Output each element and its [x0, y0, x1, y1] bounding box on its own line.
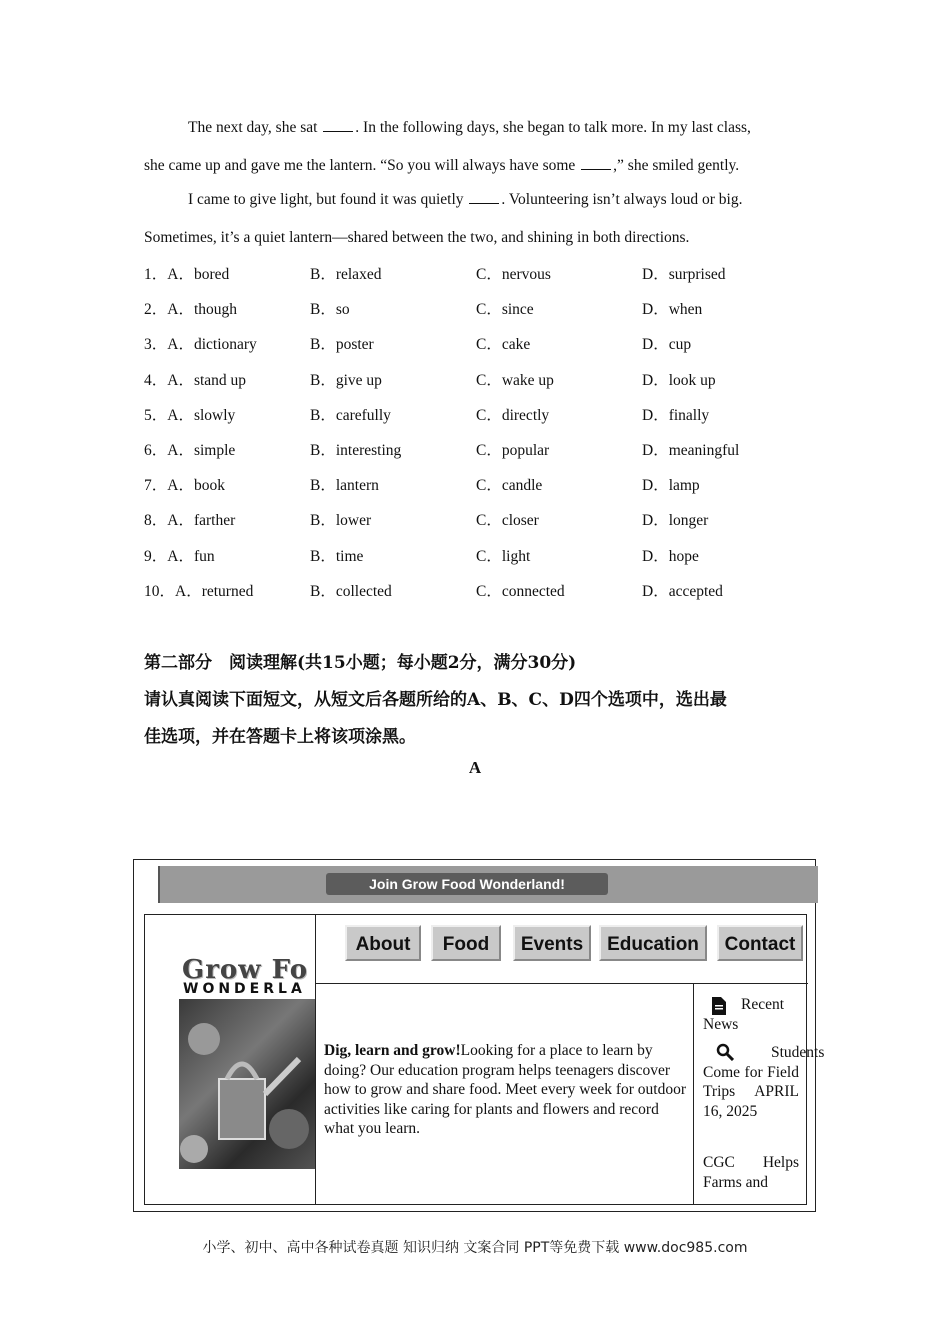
- question-number: 5．A．: [144, 406, 194, 424]
- page-footer: 小学、初中、高中各种试卷真题 知识归纳 文案合同 PPT等免费下载 www.doc985.com: [202, 1240, 748, 1256]
- option-c: C．candle: [476, 477, 543, 495]
- option-d: D．meaningful: [642, 442, 740, 459]
- website-banner: [158, 866, 818, 903]
- option-d: D．look up: [642, 371, 716, 389]
- option-b: B．interesting: [310, 442, 402, 459]
- answer-blank: [581, 157, 611, 170]
- logo-column: [145, 915, 316, 1204]
- option-a-text: fun: [193, 547, 215, 565]
- option-a-text: returned: [201, 582, 254, 600]
- option-a: [144, 438, 235, 460]
- join-button[interactable]: Join Grow Food Wonderland!: [326, 873, 608, 895]
- passage-label: A: [468, 758, 482, 777]
- option-a: [144, 368, 246, 390]
- option-a-text: book: [193, 477, 225, 495]
- option-c: C．light: [476, 547, 531, 565]
- option-a-text: bored: [193, 266, 230, 283]
- site-logo[interactable]: Grow Fo: [182, 955, 309, 985]
- section-heading: 第二部分 阅读理解(共15小题；每小题2分，满分30分): [144, 653, 577, 673]
- question-row: [144, 262, 804, 284]
- option-c: C．nervous: [476, 266, 551, 283]
- section-instruction-line-1: 请认真阅读下面短文，从短文后各题所给的A、B、C、D四个选项中，选出最: [144, 690, 727, 710]
- option-a-text: farther: [193, 512, 236, 530]
- passage-line-2: she came up and gave me the lantern. “So you will always have some ,” she smiled gently.: [144, 157, 740, 174]
- program-description: Dig, learn and grow!Looking for a place to learn by doing? Our education program helps teenagers discover how to grow and share food. Meet every week for outdoor activities like caring for plants and flowers and record what you learn.: [324, 1042, 686, 1137]
- option-b: B．poster: [310, 336, 374, 354]
- question-row: [144, 544, 804, 566]
- option-a-text: dictionary: [193, 336, 257, 354]
- option-b: B．give up: [310, 371, 382, 389]
- option-c: C．popular: [476, 442, 550, 459]
- watering-can-image: [179, 999, 316, 1169]
- passage-line-3: I came to give light, but found it was quietly . Volunteering isn’t always loud or big.: [188, 191, 743, 208]
- question-row: [144, 368, 804, 390]
- option-c: C．cake: [476, 336, 531, 354]
- question-row: [144, 438, 804, 460]
- question-number: 2．A．: [144, 301, 194, 319]
- news-item-cgc-farms[interactable]: CGC Helps Farms and: [703, 1154, 799, 1191]
- garden-photo: [179, 999, 316, 1169]
- question-row: [144, 473, 804, 495]
- option-d: D．surprised: [642, 266, 726, 283]
- option-d: D．when: [642, 301, 703, 319]
- question-row: [144, 508, 804, 530]
- option-b: B．lower: [310, 512, 372, 530]
- option-b: B．lantern: [310, 477, 379, 495]
- option-c: C．closer: [476, 512, 539, 530]
- option-a: [144, 262, 229, 284]
- option-b: B．so: [310, 301, 350, 319]
- nav-food[interactable]: Food: [431, 925, 501, 961]
- option-b: B．carefully: [310, 406, 391, 424]
- option-a: [144, 297, 237, 319]
- option-d: D．accepted: [642, 582, 723, 600]
- nav-about[interactable]: About: [345, 925, 421, 961]
- site-logo-subtitle: WONDERLA: [183, 981, 306, 997]
- option-a: [144, 403, 235, 425]
- passage-line-1: The next day, she sat . In the following days, she began to talk more. In my last class,: [188, 119, 751, 136]
- website-screenshot-figure: [133, 859, 825, 1212]
- website-body: [144, 914, 825, 1205]
- option-c: C．connected: [476, 582, 565, 600]
- question-number: 3．A．: [144, 336, 194, 354]
- question-number: 4．A．: [144, 371, 194, 389]
- question-row: [144, 579, 804, 601]
- answer-blank: [469, 191, 499, 204]
- option-a: [144, 508, 235, 530]
- option-a-text: stand up: [193, 371, 247, 389]
- option-d: D．lamp: [642, 477, 700, 495]
- question-number: 10．A．: [144, 582, 202, 600]
- option-a-text: slowly: [193, 406, 236, 424]
- question-number: 7．A．: [144, 477, 194, 495]
- news-item-field-trips[interactable]: Students Come for Field Trips APRIL 16, 2025: [703, 1044, 825, 1120]
- recent-news-heading: Recent News: [703, 996, 785, 1033]
- question-row: [144, 332, 804, 354]
- site-navigation: [315, 915, 808, 984]
- option-a: [144, 332, 257, 354]
- option-a: [144, 544, 215, 566]
- option-a-text: simple: [193, 442, 236, 459]
- question-number: 9．A．: [144, 547, 194, 565]
- question-number: 8．A．: [144, 512, 194, 530]
- question-row: [144, 297, 804, 319]
- option-c: C．wake up: [476, 371, 554, 389]
- option-d: D．hope: [642, 547, 699, 565]
- nav-events[interactable]: Events: [513, 925, 591, 961]
- news-sidebar: [693, 983, 825, 1204]
- option-b: B．relaxed: [310, 266, 382, 283]
- option-c: C．since: [476, 301, 534, 319]
- option-d: D．finally: [642, 406, 710, 424]
- option-b: B．collected: [310, 582, 392, 600]
- question-number: 1．A．: [144, 266, 194, 283]
- passage-line-4: Sometimes, it’s a quiet lantern—shared between the two, and shining in both directions.: [144, 229, 690, 246]
- nav-contact[interactable]: Contact: [717, 925, 803, 961]
- option-b: B．time: [310, 547, 364, 565]
- option-a: [144, 473, 225, 495]
- option-a: [144, 579, 253, 601]
- option-d: D．cup: [642, 336, 692, 354]
- section-instruction-line-2: 佳选项，并在答题卡上将该项涂黑。: [144, 727, 416, 747]
- answer-blank: [323, 119, 353, 132]
- option-d: D．longer: [642, 512, 709, 530]
- question-row: [144, 403, 804, 425]
- option-c: C．directly: [476, 406, 550, 424]
- option-a-text: though: [193, 301, 238, 319]
- nav-education[interactable]: Education: [599, 925, 707, 961]
- question-number: 6．A．: [144, 442, 194, 459]
